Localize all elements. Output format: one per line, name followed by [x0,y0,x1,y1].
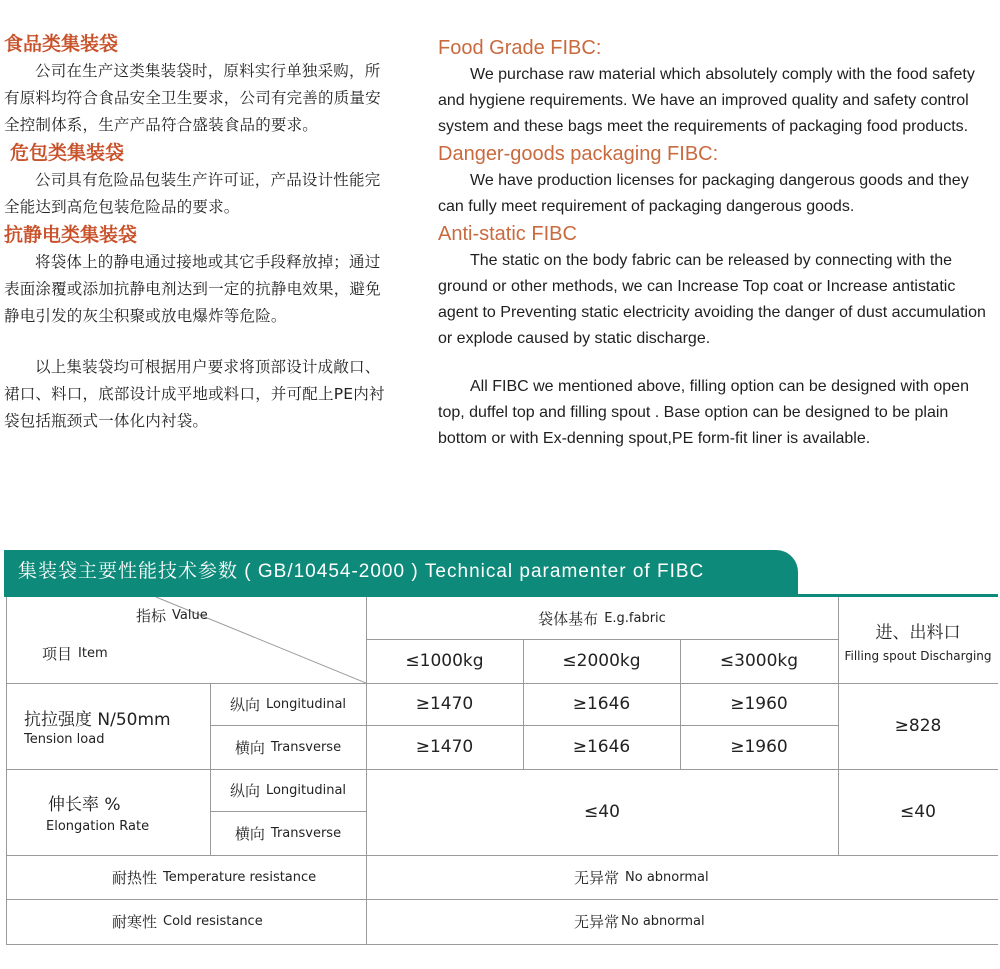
danger-goods-title-cn: 危包类集装袋 [10,142,125,164]
tension-long-1000: ≥1470 [415,694,474,714]
header-value: 指标 Value [136,606,208,625]
danger-goods-title-en: Danger-goods packaging FIBC: [438,143,719,165]
elongation-transverse: 横向 Transverse [234,824,342,843]
anti-static-title-cn: 抗静电类集装袋 [4,224,138,246]
temperature-resistance-value: 无异常 No abnormal [574,868,709,887]
food-grade-title-cn: 食品类集装袋 [4,33,119,55]
options-note-en: All FIBC we mentioned above, filling option can be designed with open top, duffel top and filling spout . Base option can be designed to be plain bottom or with Ex-denning spout,PE form-fit liner is available. [438,378,969,447]
elongation-fabric: ≤40 [584,802,620,822]
header-item: 项目 Item [42,644,108,663]
capacity-1000: ≤1000kg [405,651,484,671]
danger-goods-body-en: We have production licenses for packaging dangerous goods and they can fully meet requirement of packaging dangerous goods. [438,172,969,215]
anti-static-body-en: The static on the body fabric can be released by connecting with the ground or other methods, we can Increase Top coat or Increase antistatic agent to Preventing static electricity avoiding the danger of dust accumulation or explode caused by static discharge. [438,252,986,347]
cold-resistance-value: 无异常 No abnormal [574,913,705,931]
tension-load-label: 抗拉强度 N/50mm Tension load [24,710,171,747]
capacity-3000: ≤3000kg [719,651,799,671]
elongation-longitudinal: 纵向 Longitudinal [229,781,347,800]
anti-static-body-cn: 将袋体上的静电通过接地或其它手段释放掉；通过表面涂覆或添加抗静电剂达到一定的抗静电效果，避免静电引发的灰尘积聚或放电爆炸等危险。 [4,253,381,325]
food-grade-body-cn: 公司在生产这类集装袋时，原料实行单独采购，所有原料均符合食品安全卫生要求，公司有完善的质量安全控制体系，生产产品符合盛装食品的要求。 [4,62,381,134]
technical-parameter-table [6,597,998,945]
tension-long-2000: ≥1646 [572,694,631,714]
elongation-spout: ≤40 [900,802,936,822]
anti-static-title-en: Anti-static FIBC [438,223,577,245]
tension-trans-2000: ≥1646 [572,737,631,757]
english-column [438,34,998,452]
tension-trans-3000: ≥1960 [730,737,788,757]
tension-longitudinal: 纵向 Longitudinal [229,695,347,714]
technical-parameter-banner: 集装袋主要性能技术参数 ( GB/10454-2000 ) Technical paramenter of FIBC [4,550,798,594]
header-fabric: 袋体基布 E.g.fabric [538,609,666,628]
header-filling-spout: 进、出料口 Filling spout Discharging [844,622,992,663]
food-grade-title-en: Food Grade FIBC: [438,37,602,59]
tension-transverse: 横向 Transverse [234,738,342,757]
chinese-column [4,30,389,435]
tension-long-3000: ≥1960 [730,694,788,714]
cold-resistance-label: 耐寒性 Cold resistance [112,913,263,931]
food-grade-body-en: We purchase raw material which absolutely comply with the food safety and hygiene requirements. We have an improved quality and safety control system and these bags meet the requirements of packaging food products. [438,66,975,135]
options-note-cn: 以上集装袋均可根据用户要求将顶部设计成敞口、裙口、料口，底部设计成平地或料口，并可配上PE内衬袋包括瓶颈式一体化内衬袋。 [4,358,385,430]
temperature-resistance-label: 耐热性 Temperature resistance [112,868,317,887]
tension-trans-1000: ≥1470 [415,737,474,757]
danger-goods-body-cn: 公司具有危险品包装生产许可证，产品设计性能完全能达到高危包装危险品的要求。 [4,171,381,216]
tension-spout: ≥828 [894,716,942,736]
capacity-2000: ≤2000kg [562,651,641,671]
elongation-rate-label: 伸长率 % Elongation Rate [46,795,150,834]
